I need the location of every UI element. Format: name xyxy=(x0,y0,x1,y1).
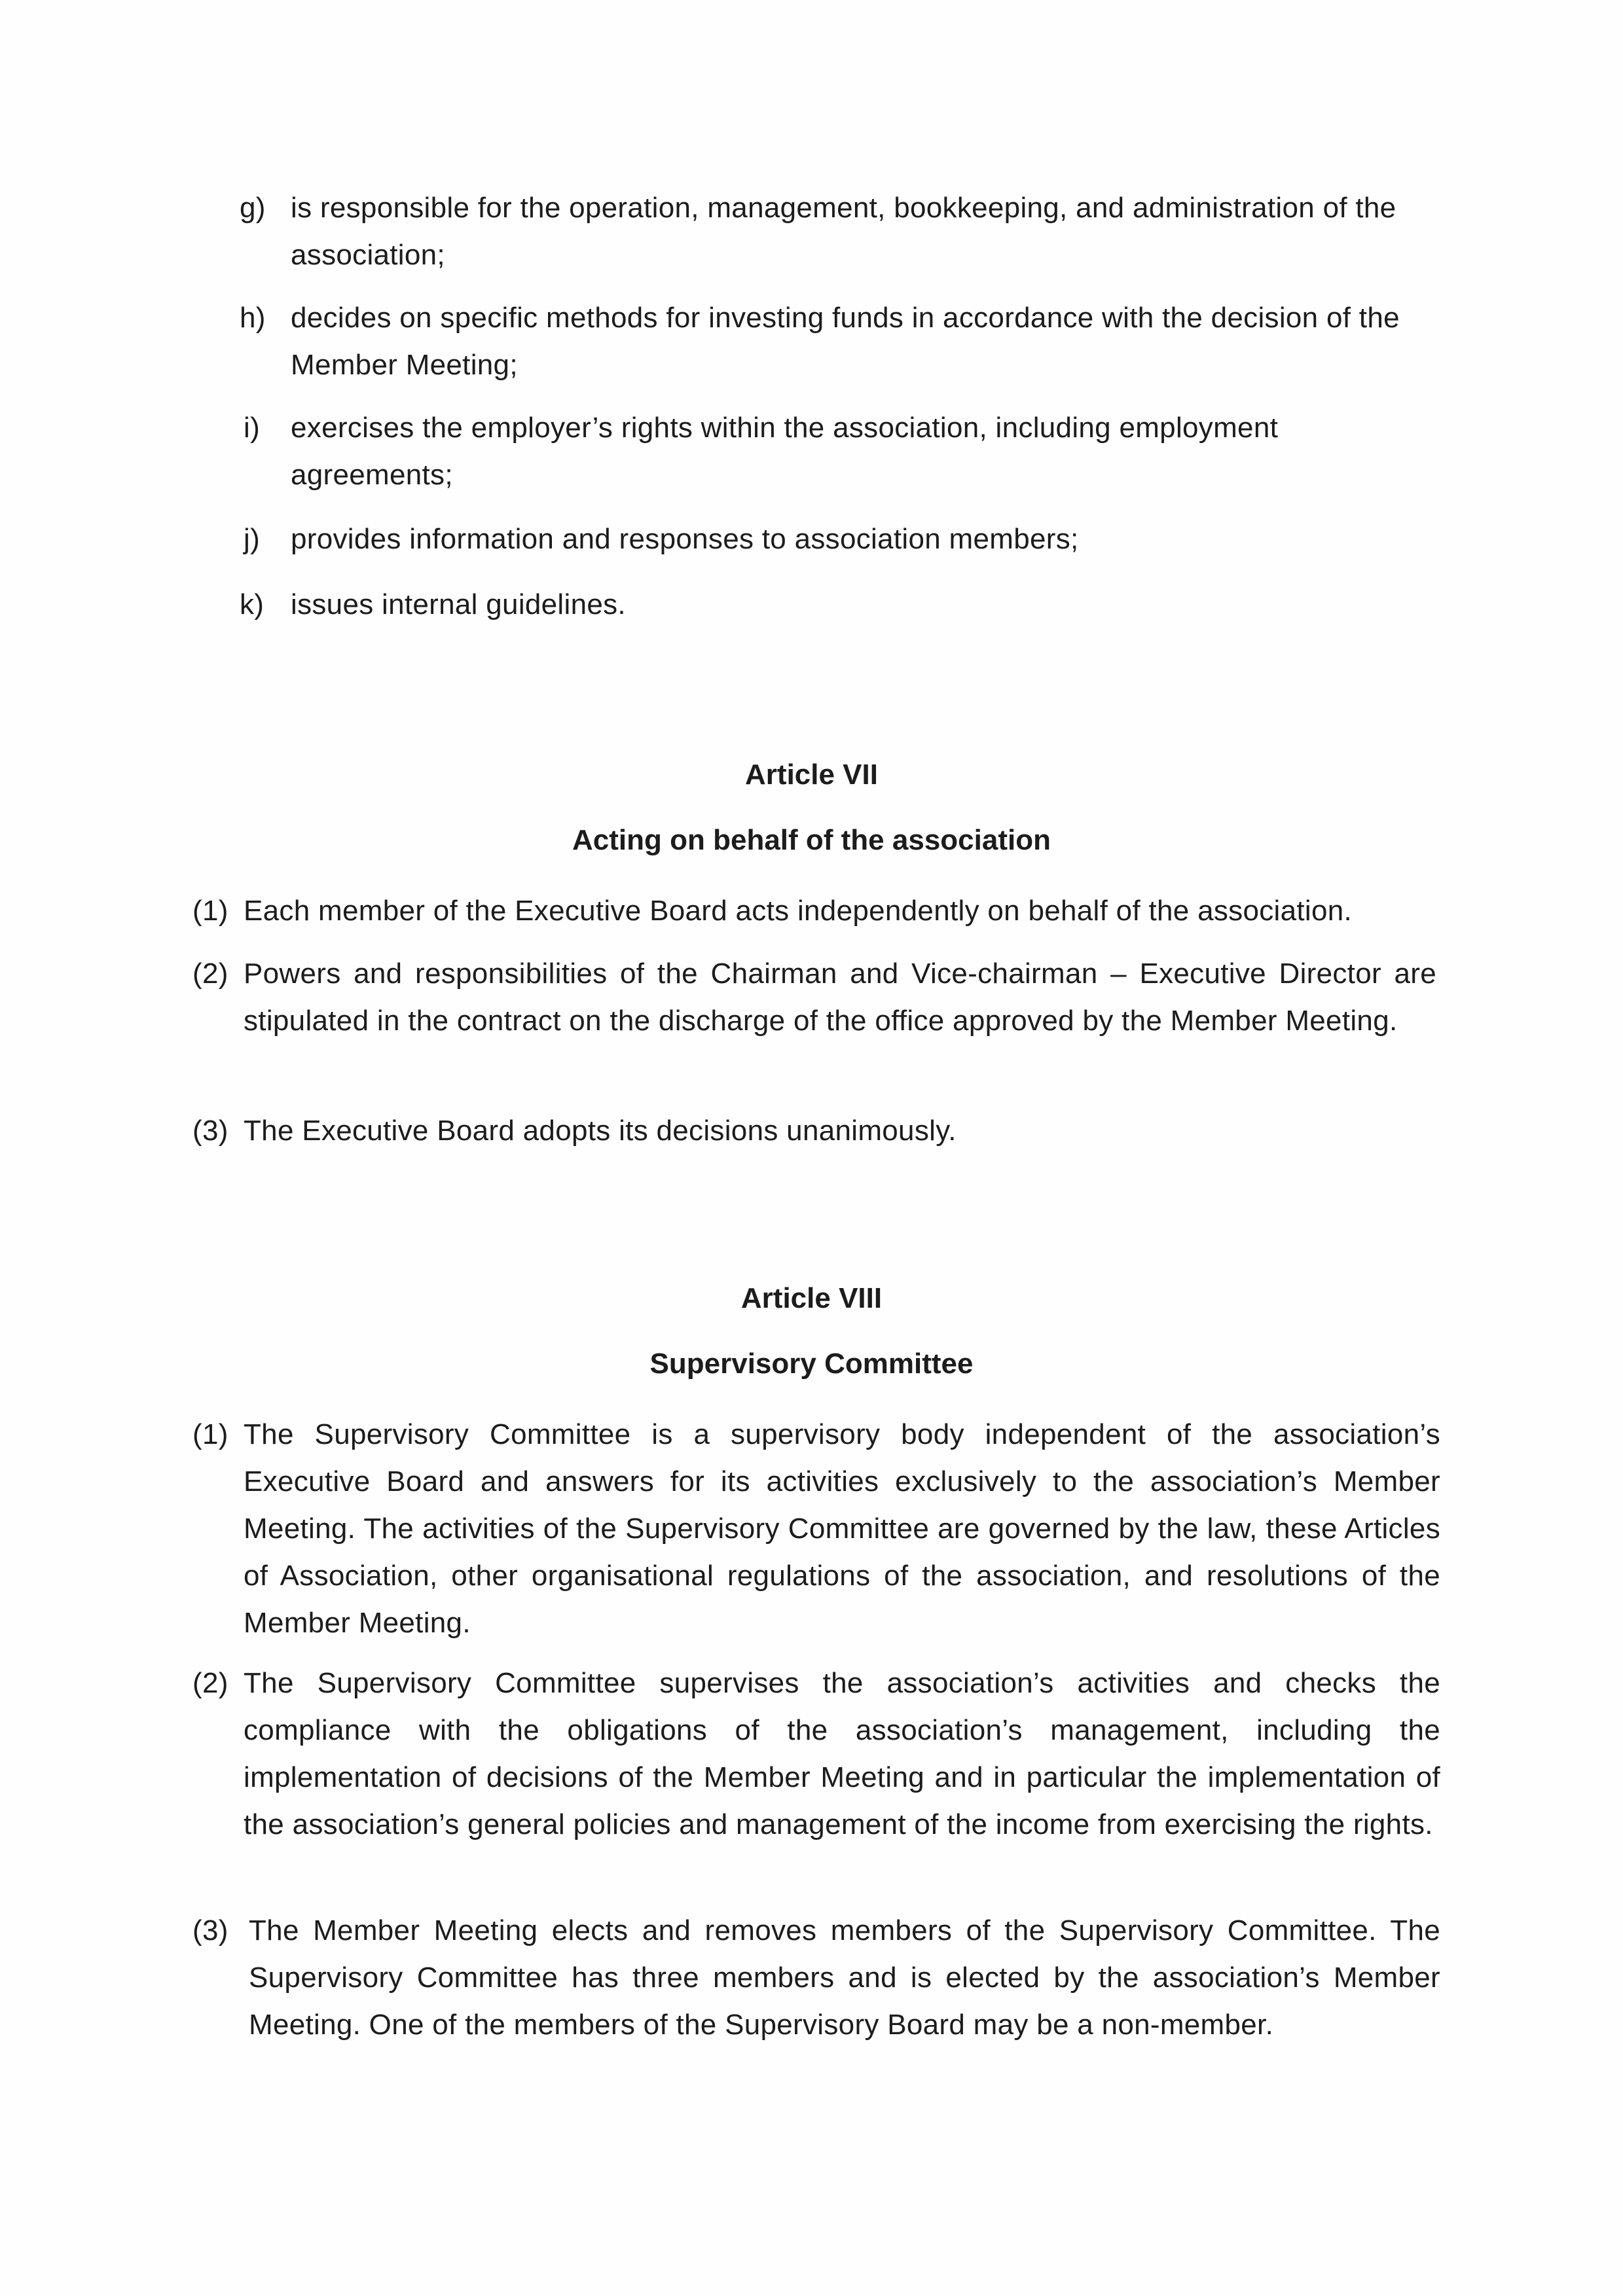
paragraph-text: Powers and responsibilities of the Chairman and Vice-chairman – Executive Director are stipulated in the contract on the discharge of the office approved by the Member Meeting. xyxy=(244,958,1436,1037)
list-item-label: k) xyxy=(240,588,264,620)
list-item-text: issues internal guidelines. xyxy=(291,588,626,620)
list-item-label: j) xyxy=(244,523,261,555)
paragraph-number: (2) xyxy=(192,1667,228,1699)
article-title: Acting on behalf of the association xyxy=(572,824,1051,856)
article-number: Article VII xyxy=(745,759,878,791)
paragraph-text: The Executive Board adopts its decisions unanimously. xyxy=(244,1115,957,1147)
paragraph-number: (1) xyxy=(192,895,228,927)
paragraph-text: Each member of the Executive Board acts independently on behalf of the association. xyxy=(244,895,1353,927)
paragraph-number: (3) xyxy=(192,1115,228,1147)
list-item-text: provides information and responses to association members; xyxy=(291,523,1079,555)
paragraph-number: (1) xyxy=(192,1418,228,1450)
paragraph-text: The Supervisory Committee is a supervisory body independent of the association’s Executive Board and answers for its activities exclusively to the association’s Member Meeting. The activities of the Supervisory Committee are governed by the law, these Articles of Association, other organisational regulations of the association, and resolutions of the Member Meeting. xyxy=(244,1418,1440,1639)
list-item-text: is responsible for the operation, management, bookkeeping, and administration of the association; xyxy=(291,192,1396,271)
list-item-label: h) xyxy=(240,302,266,334)
paragraph-text: The Member Meeting elects and removes members of the Supervisory Committee. The Supervisory Committee has three members and is elected by the association’s Member Meeting. One of the members of the Supervisory Board may be a non-member. xyxy=(249,1914,1440,2041)
paragraph-number: (3) xyxy=(192,1914,228,1946)
list-item-label: i) xyxy=(244,412,261,444)
list-item-label: g) xyxy=(240,192,266,224)
list-item-text: decides on specific methods for investing funds in accordance with the decision of the Member Meeting; xyxy=(291,302,1400,381)
article-title: Supervisory Committee xyxy=(649,1348,974,1380)
list-item-text: exercises the employer’s rights within the association, including employment agreements; xyxy=(291,412,1279,491)
article-number: Article VIII xyxy=(740,1282,883,1314)
paragraph-number: (2) xyxy=(192,958,228,990)
paragraph-text: The Supervisory Committee supervises the association’s activities and checks the compliance with the obligations of the association’s management, including the implementation of decisions of the Member Meeting and in particular the implementation of the association’s general policies and management of the income from exercising the rights. xyxy=(244,1667,1440,1840)
